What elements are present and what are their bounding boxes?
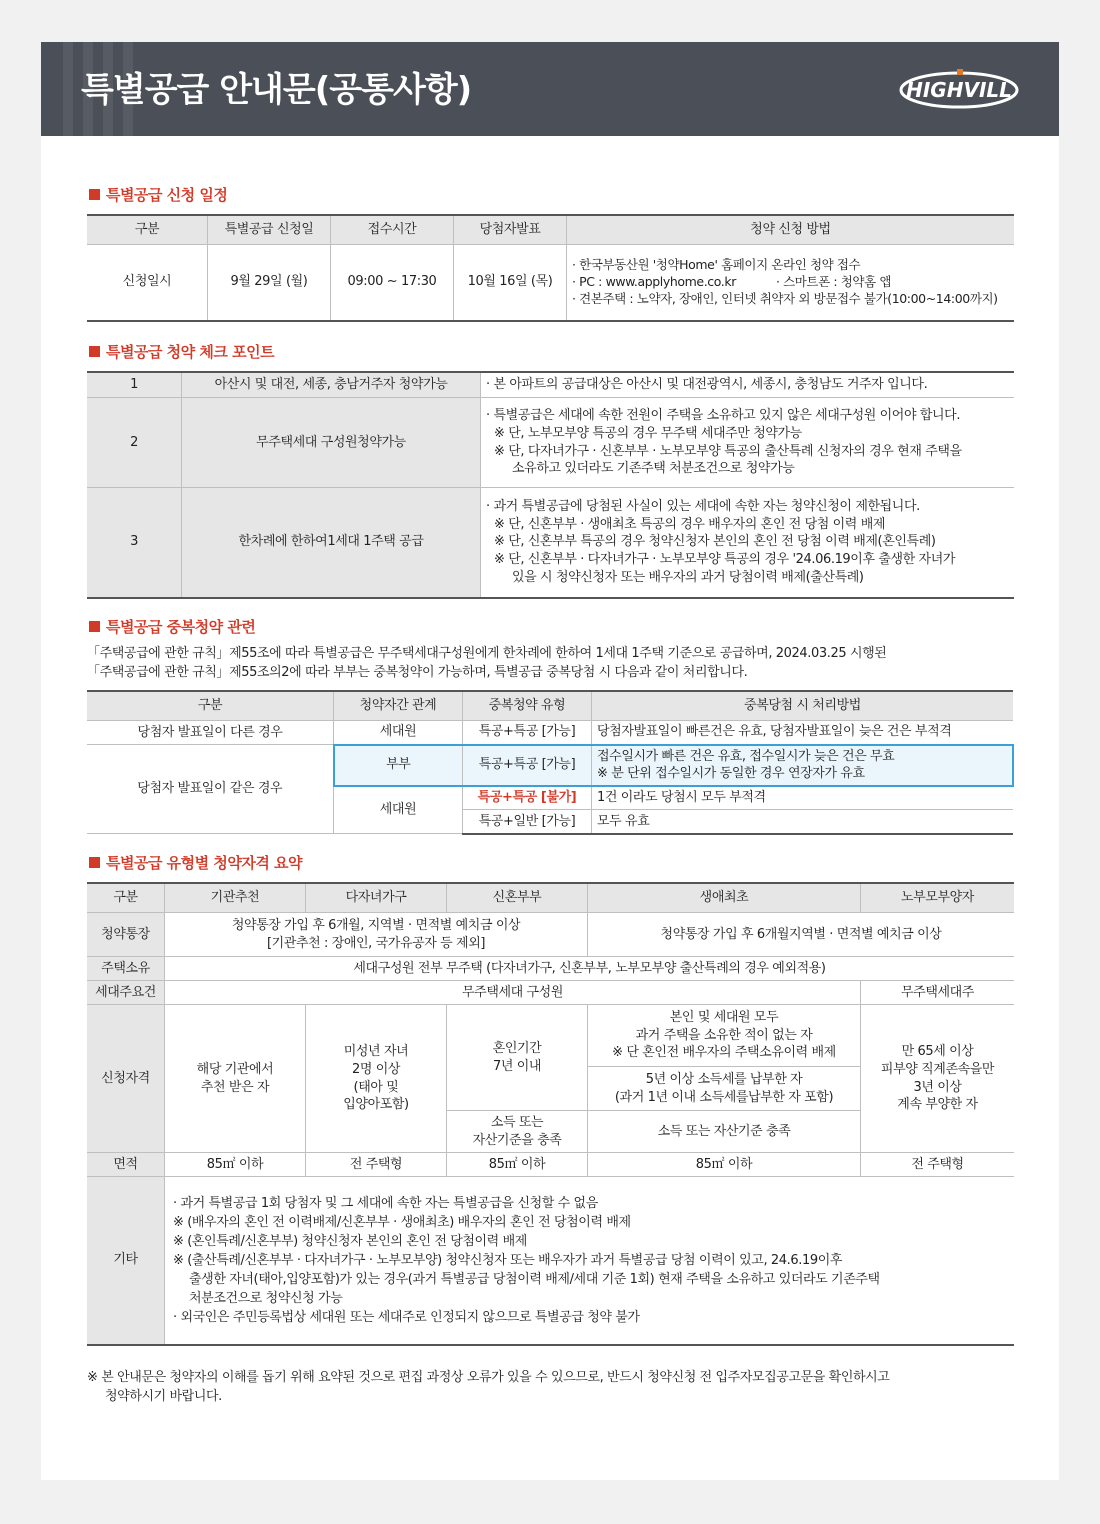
checkpoint-no: 2: [87, 398, 182, 488]
duplicate-table: [87, 690, 1014, 835]
elig-etc-text: · 과거 특별공급 1회 당첨자 및 그 세대에 속한 자는 특별공급을 신청할 수 없음 ※ (배우자의 혼인 전 이력배제/신혼부부 · 생애최초) 배우자의 혼인 전 당첨이력 배제 ※ (혼인특례/신혼부부) 청약신청자 본인의 혼인 전 당첨이력 배제 ※ (출산특례/신혼부부 · 다자녀가구 · 노부모부양) 청약신청자 또는 배우자가 과거 특별공급 당첨 이력이 있고, 24.6.19이후 출생한 자녀(태아,입양포함)가 있는 경우(과거 특별공급 당첨이력 배제/세대 기준 1회) 현재 주택을 소유하고 있더라도 기존주택 처분조건으로 청약신청 가능 · 외국인은 주민등록법상 세대원 또는 세대주로 인정되지 않으므로 특별공급 청약 불가: [165, 1177, 1015, 1345]
th-elig-category: 구분: [87, 883, 165, 913]
schedule-methods: · 한국부동산원 '청약Home' 홈페이지 온라인 청약 접수 · PC : www.applyhome.co.kr · 스마트폰 : 청약홈 앱 · 견본주택 : 노약자, 장애인, 인터넷 취약자 외 방문접수 불가(10:00~14:00까지): [567, 245, 1015, 321]
th-dup-relation: 청약자간 관계: [334, 691, 463, 721]
highvill-logo: [897, 64, 1021, 114]
elig-account-label: 청약통장: [87, 913, 165, 957]
th-dup-type: 중복청약 유형: [463, 691, 592, 721]
th-apply-date: 특별공급 신청일: [208, 215, 331, 245]
checkpoint-table: [87, 371, 1014, 599]
th-institution: 기관추천: [165, 883, 306, 913]
elig-house-value: 세대구성원 전부 무주택 (다자녀가구, 신혼부부, 노부모부양 출산특례의 경우 예외적용): [165, 957, 1015, 981]
th-category: 구분: [87, 215, 208, 245]
th-dup-category: 구분: [87, 691, 334, 721]
th-multichild: 다자녀가구: [306, 883, 447, 913]
dup-relation: 세대원: [334, 786, 463, 834]
checkpoint-label: 무주택세대 구성원청약가능: [182, 398, 481, 488]
eligibility-section-title: 특별공급 유형별 청약자격 요약: [89, 852, 302, 873]
checkpoint-desc: · 본 아파트의 공급대상은 아산시 및 대전광역시, 세종시, 충청남도 거주자 입니다.: [481, 372, 1015, 398]
page-header: [41, 42, 1059, 136]
elig-qual-newlywed-income: 소득 또는 자산기준을 충족: [447, 1111, 588, 1153]
notice-page: [41, 42, 1059, 1480]
schedule-time: 09:00 ~ 17:30: [331, 245, 454, 321]
dup-category-same: 당첨자 발표일이 같은 경우: [87, 745, 334, 834]
th-method: 청약 신청 방법: [567, 215, 1015, 245]
schedule-date: 9월 29일 (월): [208, 245, 331, 321]
th-announce: 당첨자발표: [454, 215, 567, 245]
page-title: 특별공급 안내문(공통사항): [81, 70, 472, 110]
checkpoint-label: 한차례에 한하여1세대 1주택 공급: [182, 488, 481, 598]
elig-area: 85㎡ 이하: [588, 1153, 861, 1177]
schedule-label: 신청일시: [87, 245, 208, 321]
elig-account-a: 청약통장 가입 후 6개월, 지역별 · 면적별 예치금 이상 [기관추천 : 장애인, 국가유공자 등 제외]: [165, 913, 588, 957]
elig-qual-multichild: 미성년 자녀 2명 이상 (태아 및 입양아포함): [306, 1005, 447, 1153]
th-first-home: 생애최초: [588, 883, 861, 913]
dup-type: 특공+특공 [가능]: [463, 745, 592, 786]
dup-category: 당첨자 발표일이 다른 경우: [87, 721, 334, 745]
th-elderly: 노부모부양자: [861, 883, 1015, 913]
th-newlywed: 신혼부부: [447, 883, 588, 913]
schedule-announce: 10월 16일 (목): [454, 245, 567, 321]
elig-qual-first-home-1: 본인 및 세대원 모두 과거 주택을 소유한 적이 없는 자 ※ 단 혼인전 배우자의 주택소유이력 배제: [588, 1005, 861, 1067]
duplicate-paragraph: 「주택공급에 관한 규칙」제55조에 따라 특별공급은 무주택세대구성원에게 한차례에 한하여 1세대 1주택 기준으로 공급하며, 2024.03.25 시행된 「주택공급에 관한 규칙」제55조의2에 따라 부부는 중복청약이 가능하며, 특별공급 중복당첨 시 다음과 같이 처리합니다.: [87, 646, 887, 680]
elig-qual-elderly: 만 65세 이상 피부양 직계존속을만 3년 이상 계속 부양한 자: [861, 1005, 1015, 1153]
checkpoint-desc: · 과거 특별공급에 당첨된 사실이 있는 세대에 속한 자는 청약신청이 제한됩니다. ※ 단, 신혼부부 · 생애최초 특공의 경우 배우자의 혼인 전 당첨 이력 배제 ※ 단, 신혼부부 특공의 경우 청약신청자 본인의 혼인 전 당첨 이력 배제(혼인특례) ※ 단, 신혼부부 · 다자녀가구 · 노부모부양 특공의 경우 '24.06.19이후 출생한 자녀가 있을 시 청약신청자 또는 배우자의 과거 당첨이력 배제(출산특례): [481, 488, 1015, 598]
elig-head-label: 세대주요건: [87, 981, 165, 1005]
dup-result: 1건 이라도 당첨시 모두 부적격: [592, 786, 1014, 810]
dup-type: 특공+특공 [가능]: [463, 721, 592, 745]
schedule-table: [87, 214, 1014, 322]
elig-qual-label: 신청자격: [87, 1005, 165, 1153]
elig-area-label: 면적: [87, 1153, 165, 1177]
elig-head-b: 무주택세대주: [861, 981, 1015, 1005]
dup-relation-couple: 부부: [334, 745, 463, 786]
dup-type-not-allowed: 특공+특공 [불가]: [463, 786, 592, 810]
checkpoint-desc: · 특별공급은 세대에 속한 전원이 주택을 소유하고 있지 않은 세대구성원 이어야 합니다. ※ 단, 노부모부양 특공의 경우 무주택 세대주만 청약가능 ※ 단, 다자녀가구 · 신혼부부 · 노부모부양 특공의 출산특례 신청자의 경우 현재 주택을 소유하고 있더라도 기존주택 처분조건으로 청약가능: [481, 398, 1015, 488]
schedule-section-title: 특별공급 신청 일정: [89, 184, 227, 205]
svg-text:HIGHVILL: HIGHVILL: [906, 78, 1012, 102]
elig-qual-first-home-3: 소득 또는 자산기준 충족: [588, 1111, 861, 1153]
elig-area: 85㎡ 이하: [447, 1153, 588, 1177]
elig-head-a: 무주택세대 구성원: [165, 981, 861, 1005]
elig-qual-institution: 해당 기관에서 추천 받은 자: [165, 1005, 306, 1153]
dup-type: 특공+일반 [가능]: [463, 810, 592, 834]
elig-area: 전 주택형: [306, 1153, 447, 1177]
footer-note: ※ 본 안내문은 청약자의 이해를 돕기 위해 요약된 것으로 편집 과정상 오류가 있을 수 있으므로, 반드시 청약신청 전 입주자모집공고문을 확인하시고 청약하시기 바랍니다.: [87, 1370, 890, 1404]
checkpoint-no: 3: [87, 488, 182, 598]
dup-result: 모두 유효: [592, 810, 1014, 834]
duplicate-section-title: 특별공급 중복청약 관련: [89, 616, 255, 637]
dup-result-highlight: 접수일시가 빠른 건은 유효, 접수일시가 늦은 건은 무효 ※ 분 단위 접수일시가 동일한 경우 연장자가 유효: [592, 745, 1014, 786]
th-dup-result: 중복당첨 시 처리방법: [592, 691, 1014, 721]
elig-area: 전 주택형: [861, 1153, 1015, 1177]
elig-account-b: 청약통장 가입 후 6개월지역별 · 면적별 예치금 이상: [588, 913, 1015, 957]
dup-result: 당첨자발표일이 빠른건은 유효, 당첨자발표일이 늦은 건은 부적격: [592, 721, 1014, 745]
checkpoint-section-title: 특별공급 청약 체크 포인트: [89, 341, 274, 362]
elig-area: 85㎡ 이하: [165, 1153, 306, 1177]
dup-relation: 세대원: [334, 721, 463, 745]
th-time: 접수시간: [331, 215, 454, 245]
checkpoint-no: 1: [87, 372, 182, 398]
elig-etc-label: 기타: [87, 1177, 165, 1345]
elig-house-label: 주택소유: [87, 957, 165, 981]
checkpoint-label: 아산시 및 대전, 세종, 충남거주자 청약가능: [182, 372, 481, 398]
elig-qual-first-home-2: 5년 이상 소득세를 납부한 자 (과거 1년 이내 소득세를납부한 자 포함): [588, 1067, 861, 1111]
elig-qual-newlywed-period: 혼인기간 7년 이내: [447, 1005, 588, 1111]
eligibility-table: [87, 882, 1014, 1346]
